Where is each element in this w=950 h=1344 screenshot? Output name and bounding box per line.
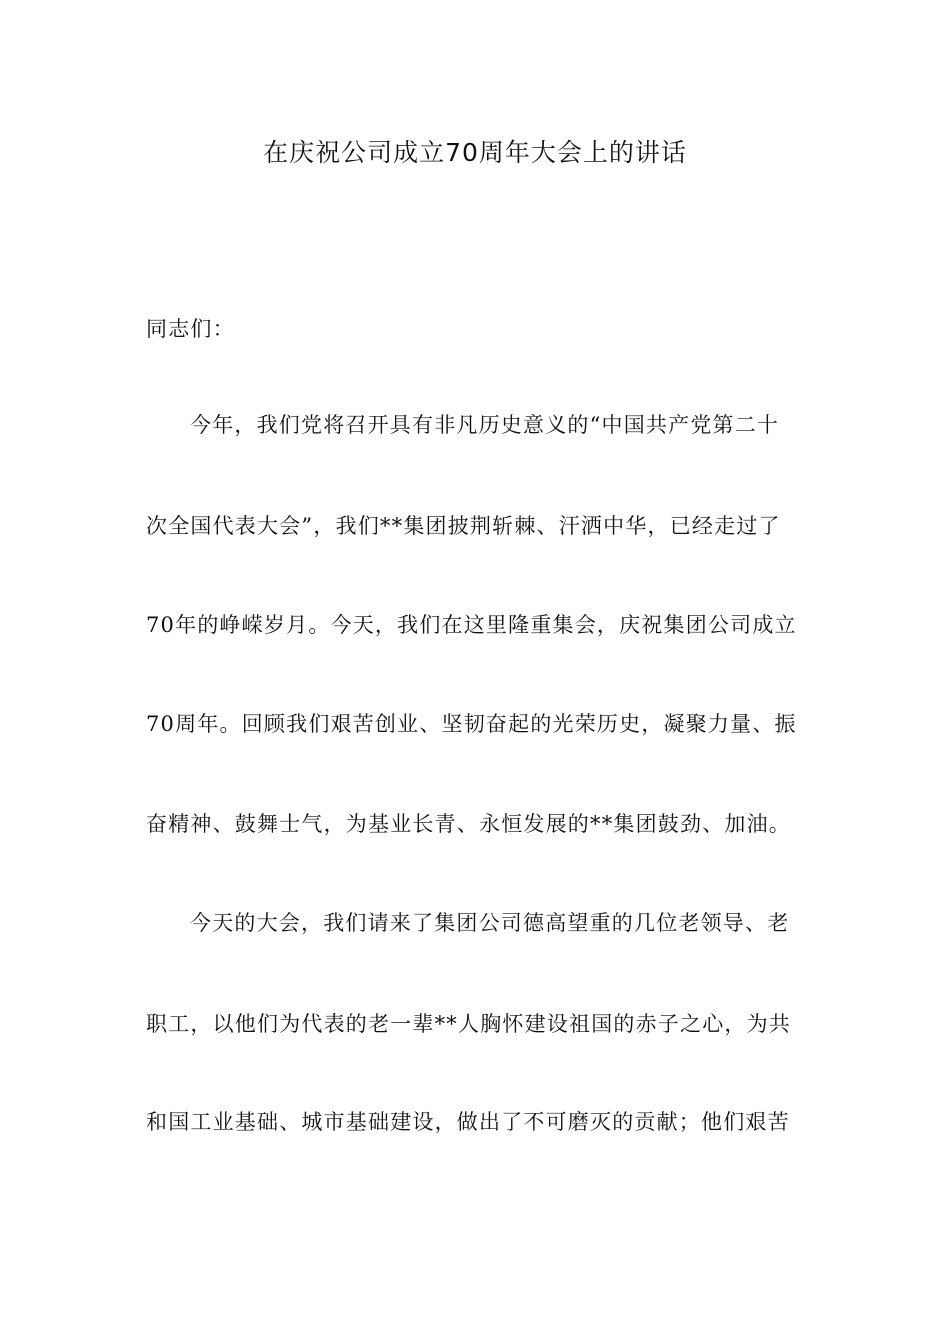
paragraph-line: 今天的大会，我们请来了集团公司德高望重的几位老领导、老 — [190, 911, 790, 935]
paragraph-line: 次全国代表大会”，我们**集团披荆斩棘、汗洒中华，已经走过了 — [146, 514, 781, 538]
paragraph-line: 70周年。回顾我们艰苦创业、坚韧奋起的光荣历史，凝聚力量、振 — [146, 712, 797, 736]
paragraph-line: 今年，我们党将召开具有非凡历史意义的“中国共产党第二十 — [190, 413, 780, 437]
paragraph-line: 奋精神、鼓舞士气，为基业长青、永恒发展的**集团鼓劲、加油。 — [146, 812, 791, 836]
paragraph-line: 和国工业基础、城市基础建设，做出了不可磨灭的贡献；他们艰苦 — [146, 1110, 790, 1134]
salutation: 同志们： — [146, 317, 235, 341]
paragraph-line: 职工，以他们为代表的老一辈**人胸怀建设祖国的赤子之心，为共 — [146, 1012, 791, 1036]
document-title: 在庆祝公司成立70周年大会上的讲话 — [263, 138, 687, 167]
paragraph-line: 70年的峥嵘岁月。今天，我们在这里隆重集会，庆祝集团公司成立 — [146, 613, 797, 637]
